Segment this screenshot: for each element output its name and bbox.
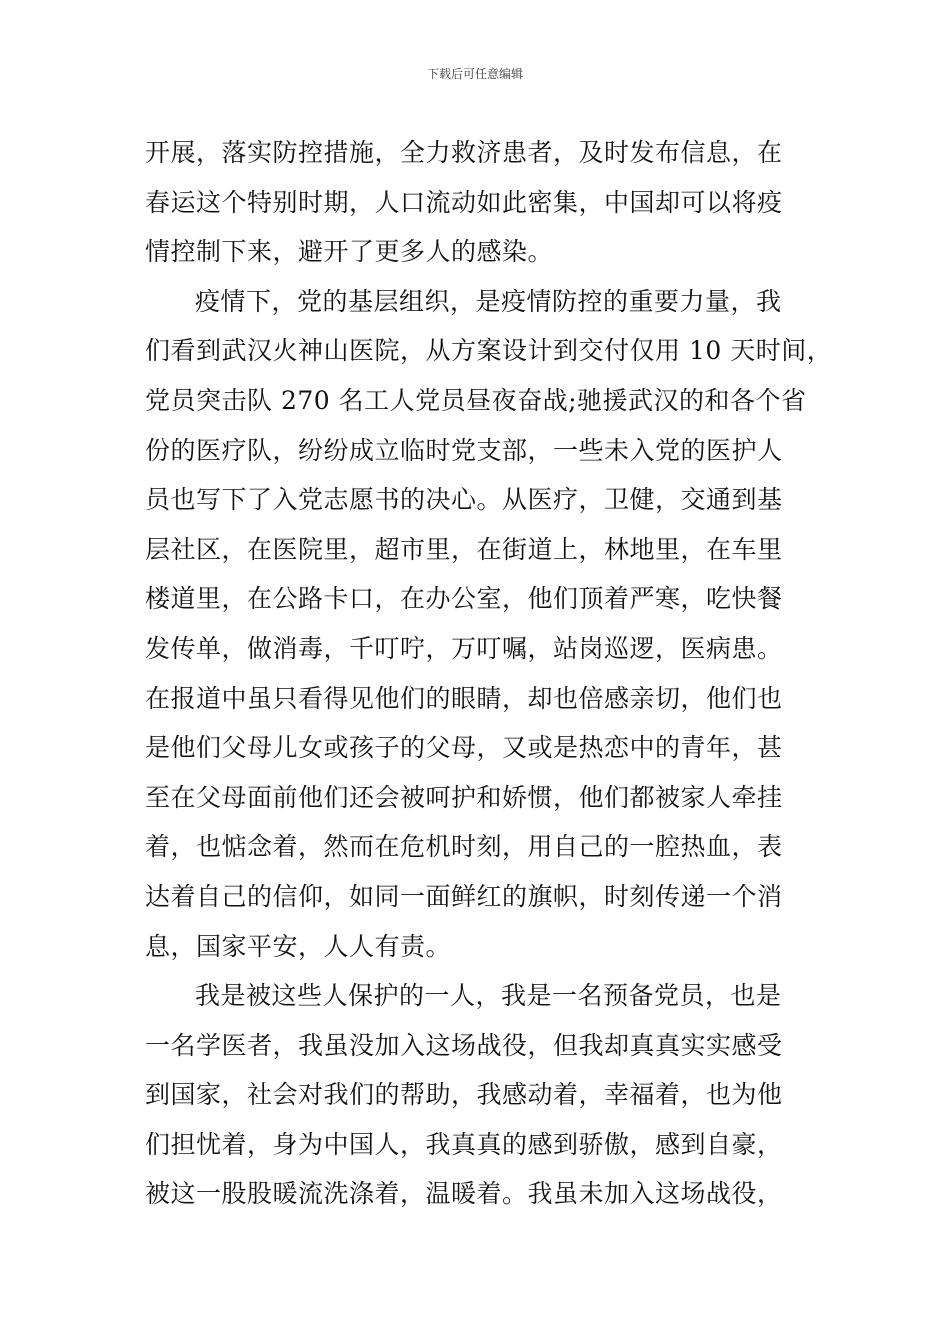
text-line: 至在父母面前他们还会被呵护和娇惯，他们都被家人牵挂 (145, 782, 783, 812)
text-line: 达着自己的信仰，如同一面鲜红的旗帜，时刻传递一个消 (145, 881, 783, 911)
text-line: 是他们父母儿女或孩子的父母，又或是热恋中的青年，甚 (145, 733, 783, 763)
text-line: 我是被这些人保护的一人，我是一名预备党员，也是 (195, 981, 782, 1011)
text-line: 着，也惦念着，然而在危机时刻，用自己的一腔热血，表 (145, 832, 783, 862)
text-line: 疫情下，党的基层组织，是疫情防控的重要力量，我 (195, 286, 782, 316)
text-line: 息，国家平安，人人有责。 (145, 931, 452, 961)
text-line: 党员突击队 270 名工人党员昼夜奋战;驰援武汉的和各个省 (145, 385, 807, 415)
paragraph-2 (145, 277, 833, 971)
paragraph-1 (145, 128, 815, 277)
text-line: 春运这个特别时期，人口流动如此密集，中国却可以将疫 (145, 187, 783, 217)
paragraph-3 (145, 971, 815, 1219)
text-line: 情控制下来，避开了更多人的感染。 (145, 237, 554, 267)
text-line: 到国家，社会对我们的帮助，我感动着，幸福着，也为他 (145, 1080, 783, 1110)
text-line: 份的医疗队，纷纷成立临时党支部，一些未入党的医护人 (145, 435, 783, 465)
text-line: 们看到武汉火神山医院，从方案设计到交付仅用 10 天时间， (145, 336, 833, 366)
text-line: 员也写下了入党志愿书的决心。从医疗，卫健，交通到基 (145, 485, 783, 515)
text-line: 发传单，做消毒，千叮咛，万叮嘱，站岗巡逻，医病患。 (145, 633, 783, 663)
document-body (145, 128, 833, 1219)
text-line: 们担忧着，身为中国人，我真真的感到骄傲，感到自豪， (145, 1129, 783, 1159)
page-header: 下载后可任意编辑 (426, 67, 523, 81)
text-line: 被这一股股暖流洗涤着，温暖着。我虽未加入这场战役， (145, 1179, 783, 1209)
text-line: 在报道中虽只看得见他们的眼睛，却也倍感亲切，他们也 (145, 683, 783, 713)
text-line: 层社区，在医院里，超市里，在街道上，林地里，在车里 (145, 534, 783, 564)
text-line: 一名学医者，我虽没加入这场战役，但我却真真实实感受 (145, 1030, 783, 1060)
text-line: 开展，落实防控措施，全力救济患者，及时发布信息，在 (145, 138, 783, 167)
text-line: 楼道里，在公路卡口，在办公室，他们顶着严寒，吃快餐 (145, 584, 783, 614)
